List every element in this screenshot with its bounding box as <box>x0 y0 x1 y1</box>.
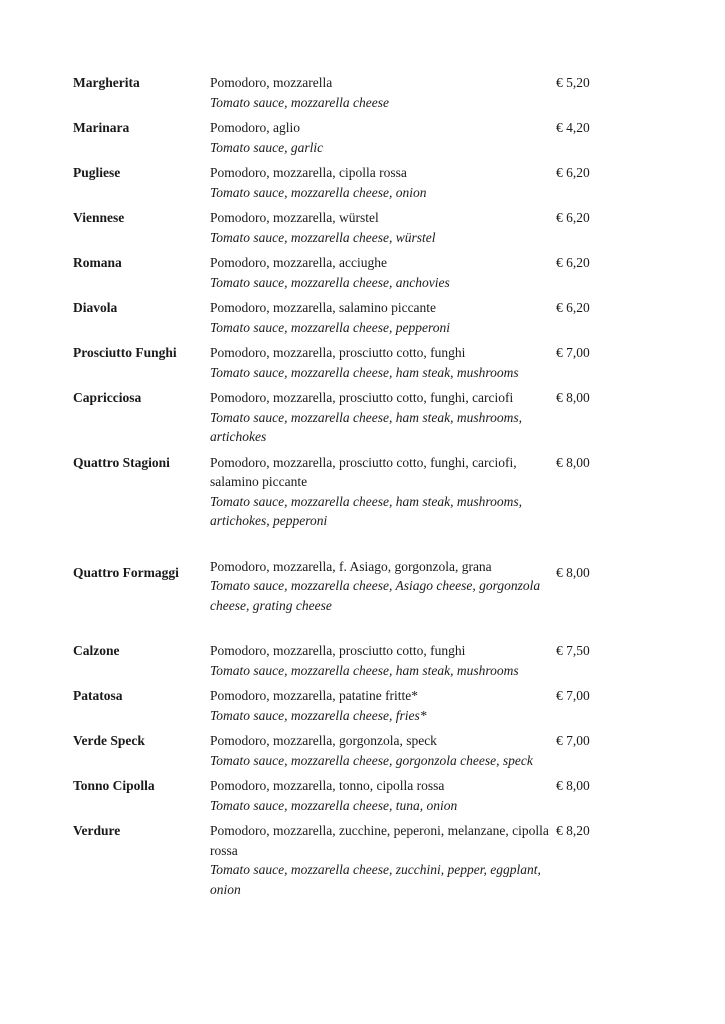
item-name: Viennese <box>73 210 125 225</box>
item-description <box>210 641 556 680</box>
menu-item-verdure <box>73 821 603 899</box>
item-name: Prosciutto Funghi <box>73 345 177 360</box>
item-description <box>210 118 556 157</box>
item-description <box>210 73 556 112</box>
item-ingredients-english: Tomato sauce, mozzarella cheese, anchovies <box>210 274 450 290</box>
item-ingredients-italian: Pomodoro, mozzarella, acciughe <box>210 255 387 270</box>
item-ingredients-italian: Pomodoro, mozzarella <box>210 75 333 90</box>
menu-item-marinara <box>73 118 603 157</box>
item-ingredients-english: Tomato sauce, mozzarella cheese, onion <box>210 184 427 200</box>
menu-item-diavola <box>73 298 603 337</box>
item-description <box>210 253 556 292</box>
item-price: € 7,00 <box>556 688 590 703</box>
item-price: € 7,00 <box>556 733 590 748</box>
item-description <box>210 298 556 337</box>
menu-item-calzone <box>73 641 603 680</box>
menu-item-margherita <box>73 73 603 112</box>
menu-item-patatosa <box>73 686 603 725</box>
item-name: Capricciosa <box>73 390 142 405</box>
item-ingredients-italian: Pomodoro, aglio <box>210 120 300 135</box>
item-name: Margherita <box>73 75 140 90</box>
menu-item-viennese <box>73 208 603 247</box>
item-price: € 8,00 <box>556 778 590 793</box>
item-ingredients-italian: Pomodoro, mozzarella, patatine fritte* <box>210 688 419 703</box>
item-name: Romana <box>73 255 122 270</box>
item-ingredients-italian: Pomodoro, mozzarella, prosciutto cotto, funghi <box>210 643 466 658</box>
item-ingredients-english: Tomato sauce, mozzarella cheese, gorgonzola cheese, speck <box>210 752 533 768</box>
item-description <box>210 731 556 770</box>
item-description <box>210 686 556 725</box>
item-price: € 6,20 <box>556 210 590 225</box>
item-ingredients-english: Tomato sauce, mozzarella cheese, ham steak, mushrooms, artichokes, pepperoni <box>210 493 522 528</box>
menu-item-verde-speck <box>73 731 603 770</box>
item-description <box>210 453 556 531</box>
item-price: € 8,20 <box>556 823 590 838</box>
item-description <box>210 343 556 382</box>
item-name: Quattro Formaggi <box>73 564 179 580</box>
item-ingredients-italian: Pomodoro, mozzarella, tonno, cipolla rossa <box>210 778 445 793</box>
item-ingredients-italian: Pomodoro, mozzarella, gorgonzola, speck <box>210 733 437 748</box>
item-description <box>210 776 556 815</box>
item-ingredients-english: Tomato sauce, mozzarella cheese, Asiago cheese, gorgonzola cheese, grating cheese <box>210 578 541 613</box>
item-ingredients-italian: Pomodoro, mozzarella, salamino piccante <box>210 300 437 315</box>
item-ingredients-italian: Pomodoro, mozzarella, zucchine, peperoni, melanzane, cipolla rossa <box>210 823 549 858</box>
item-ingredients-italian: Pomodoro, mozzarella, prosciutto cotto, funghi, carciofi <box>210 390 514 405</box>
item-ingredients-italian: Pomodoro, mozzarella, cipolla rossa <box>210 165 407 180</box>
menu-item-prosciutto-funghi <box>73 343 603 382</box>
item-ingredients-italian: Pomodoro, mozzarella, prosciutto cotto, funghi, carciofi, salamino piccante <box>210 454 517 489</box>
menu-item-quattro-stagioni <box>73 453 603 531</box>
item-name: Patatosa <box>73 688 123 703</box>
item-price: € 6,20 <box>556 165 590 180</box>
item-description <box>210 208 556 247</box>
item-ingredients-english: Tomato sauce, mozzarella cheese, ham steak, mushrooms, artichokes <box>210 409 522 444</box>
item-ingredients-english: Tomato sauce, mozzarella cheese, würstel <box>210 229 436 245</box>
menu-item-romana <box>73 253 603 292</box>
item-price: € 8,00 <box>556 564 590 580</box>
menu-item-quattro-formaggi <box>73 557 603 616</box>
item-name: Marinara <box>73 120 130 135</box>
item-ingredients-italian: Pomodoro, mozzarella, prosciutto cotto, funghi <box>210 345 466 360</box>
pizza-menu <box>73 73 603 905</box>
item-name: Diavola <box>73 300 118 315</box>
item-ingredients-english: Tomato sauce, mozzarella cheese, pepperoni <box>210 319 450 335</box>
item-ingredients-english: Tomato sauce, mozzarella cheese, ham steak, mushrooms <box>210 364 519 380</box>
menu-item-tonno-cipolla <box>73 776 603 815</box>
item-ingredients-english: Tomato sauce, mozzarella cheese, fries* <box>210 707 427 723</box>
item-description <box>210 557 556 616</box>
menu-item-capricciosa <box>73 388 603 447</box>
item-name: Calzone <box>73 643 120 658</box>
item-ingredients-english: Tomato sauce, mozzarella cheese, zucchini, pepper, eggplant, onion <box>210 862 541 897</box>
item-price: € 4,20 <box>556 120 590 135</box>
item-description <box>210 388 556 447</box>
item-description <box>210 821 556 899</box>
item-name: Quattro Stagioni <box>73 454 170 470</box>
item-ingredients-italian: Pomodoro, mozzarella, f. Asiago, gorgonzola, grana <box>210 558 492 574</box>
item-ingredients-italian: Pomodoro, mozzarella, würstel <box>210 210 379 225</box>
item-price: € 8,00 <box>556 454 590 470</box>
item-description <box>210 163 556 202</box>
item-name: Pugliese <box>73 165 121 180</box>
item-ingredients-english: Tomato sauce, mozzarella cheese, ham steak, mushrooms <box>210 662 519 678</box>
item-price: € 7,50 <box>556 643 590 658</box>
item-price: € 7,00 <box>556 345 590 360</box>
menu-item-pugliese <box>73 163 603 202</box>
item-ingredients-english: Tomato sauce, mozzarella cheese <box>210 94 389 110</box>
item-price: € 5,20 <box>556 75 590 90</box>
item-price: € 6,20 <box>556 255 590 270</box>
item-name: Verde Speck <box>73 733 145 748</box>
item-ingredients-english: Tomato sauce, garlic <box>210 139 324 155</box>
item-name: Tonno Cipolla <box>73 778 155 793</box>
item-ingredients-english: Tomato sauce, mozzarella cheese, tuna, onion <box>210 797 458 813</box>
item-price: € 8,00 <box>556 390 590 405</box>
item-name: Verdure <box>73 823 121 838</box>
item-price: € 6,20 <box>556 300 590 315</box>
